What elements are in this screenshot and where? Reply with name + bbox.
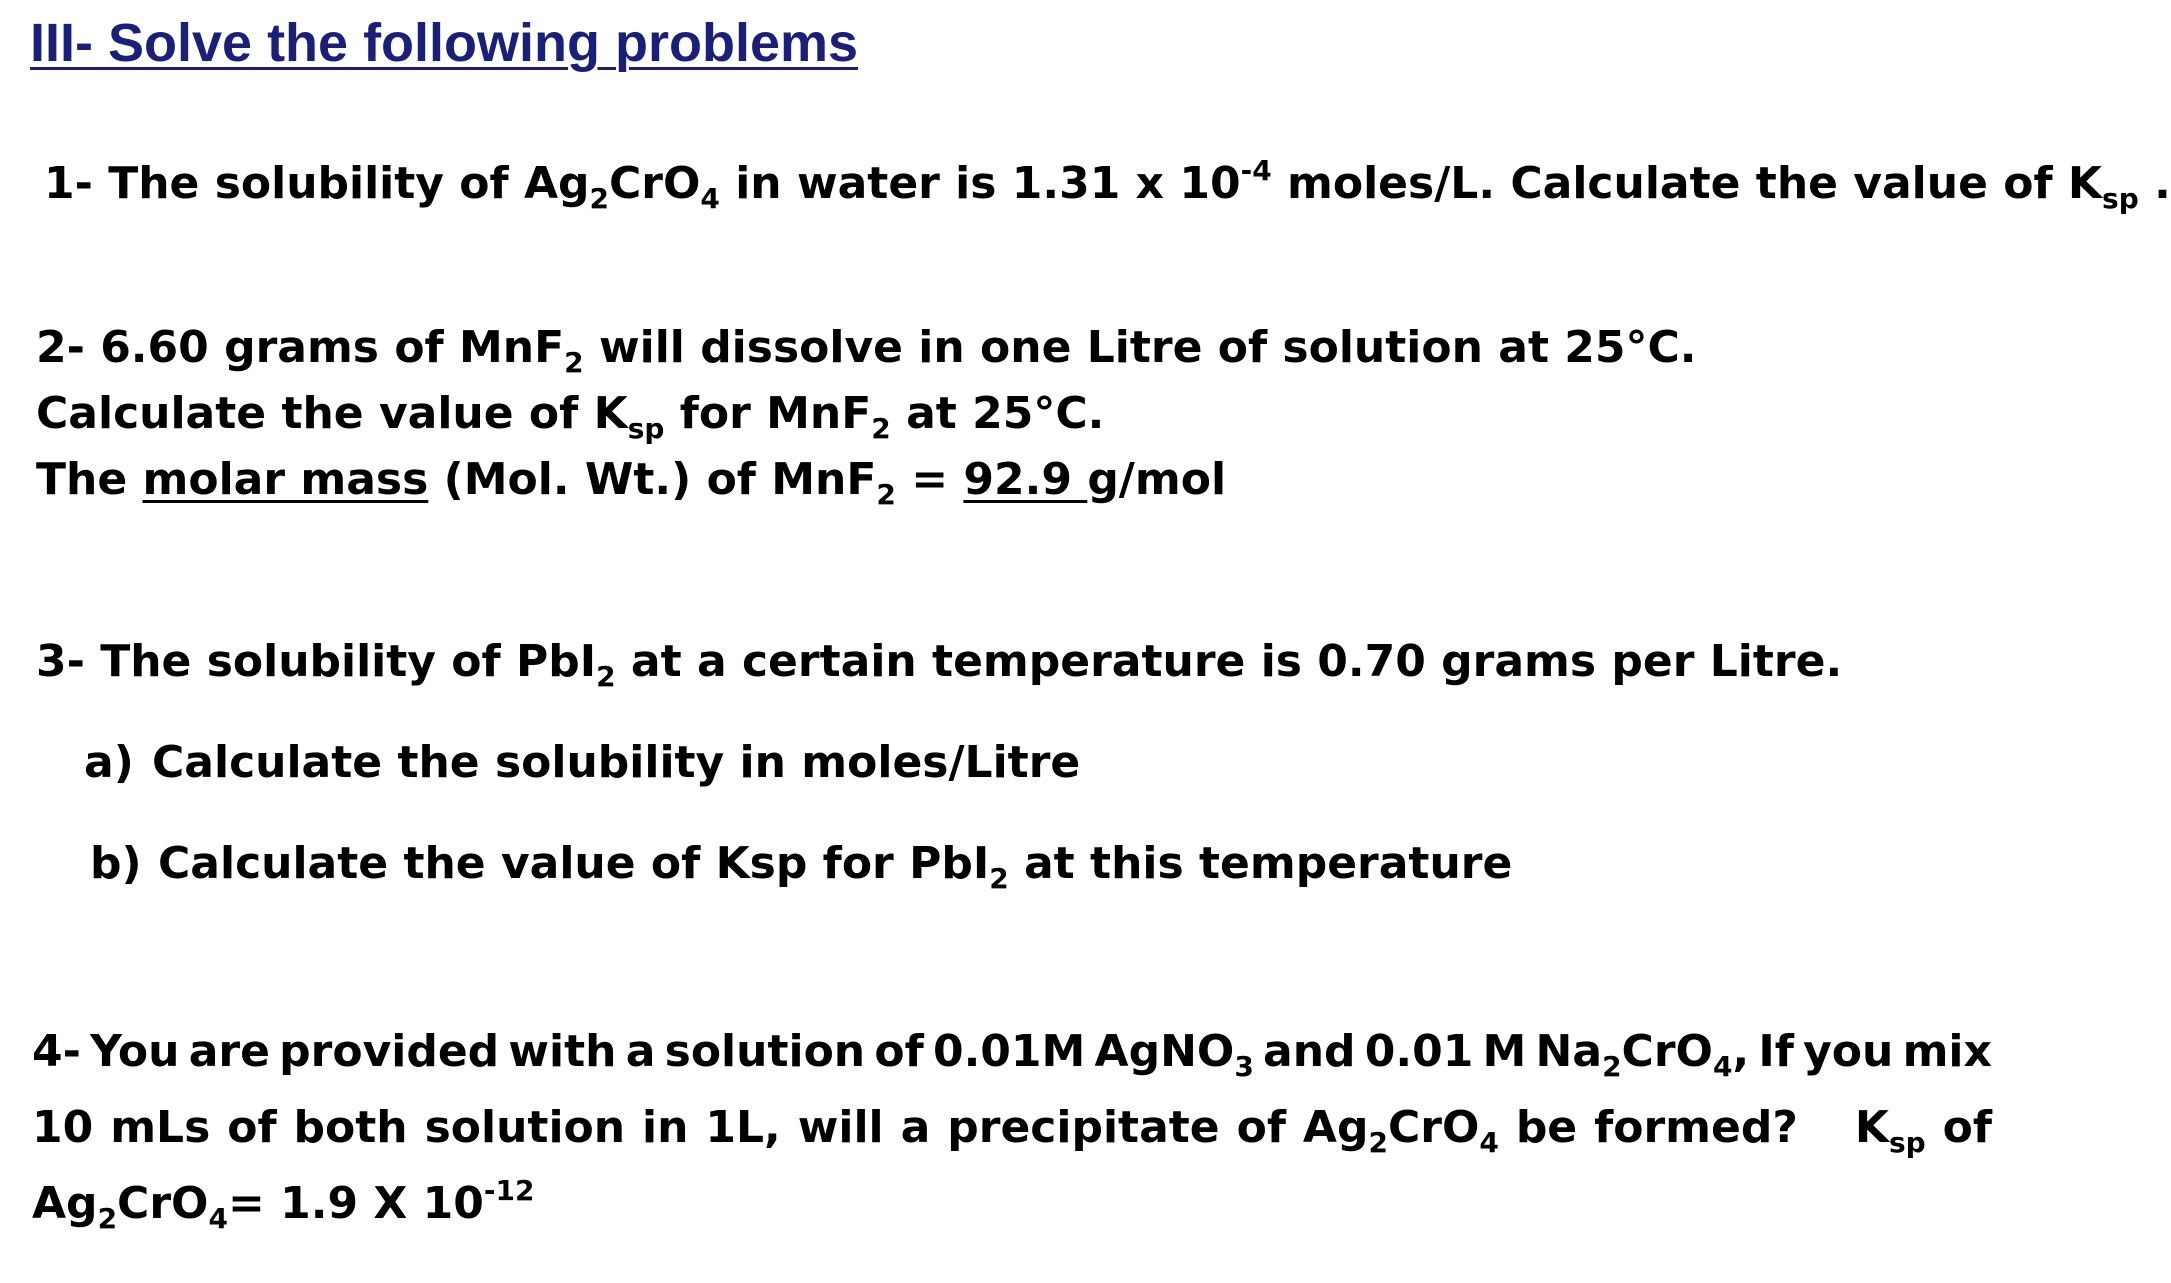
problem-1: 1- The solubility of $Ag_2CrO_4$ in water is 1.31 x $10^{-4}$ moles/L. Calculate the value of $K_{sp}$ .	[44, 154, 2171, 215]
problem-4-line-2: 10 mLs of both solution in 1L, will a precipitate of $Ag_2CrO_4$ be formed? $K_{sp}$ of	[32, 1102, 1992, 1159]
problem-3-part-a: a) Calculate the solubility in moles/Litre	[84, 735, 1080, 791]
problem-2-line-3: The molar mass (Mol. Wt.) of MnF$_2$ = 92.9 g/mol	[36, 454, 1227, 511]
problem-4-line-1: 4- You are provided with a solution of 0.01M AgNO$_3$ and 0.01 M $Na_2CrO_4$, If you mix	[32, 1026, 1992, 1083]
problem-3-line-1: 3- The solubility of PbI$_2$ at a certain temperature is 0.70 grams per Litre.	[36, 636, 1843, 693]
problem-2-line-2: Calculate the value of $K_{sp}$ for MnF$_2$ at 25°C.	[36, 388, 1105, 445]
part-a-label: a)	[84, 737, 134, 788]
section-heading: III- Solve the following problems	[30, 13, 859, 73]
problem-2-line-1: 2- 6.60 grams of MnF$_2$ will dissolve in one Litre of solution at 25°C.	[36, 322, 1697, 379]
molar-mass-term: molar mass	[142, 454, 429, 505]
part-b-label: b)	[90, 838, 142, 889]
problem-3-part-b: b) Calculate the value of Ksp for PbI$_2$ at this temperature	[90, 838, 1513, 895]
problem-4-line-3: $Ag_2CrO_4= 1.9$ X $10^{-12}$	[32, 1174, 535, 1235]
molar-mass-value: 92.9	[963, 454, 1088, 505]
